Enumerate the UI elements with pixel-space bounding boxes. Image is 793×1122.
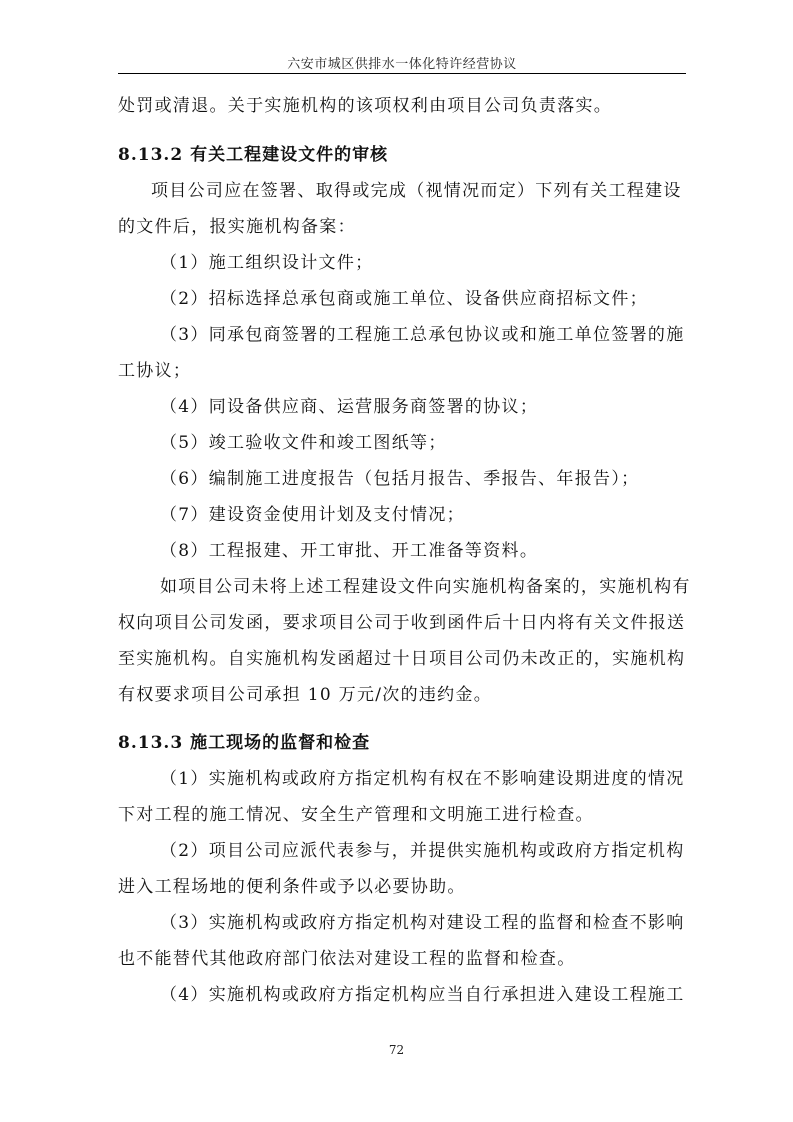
list-item: （2）招标选择总承包商或施工单位、设备供应商招标文件； bbox=[160, 289, 648, 309]
list-item-continuation: 下对工程的施工情况、安全生产管理和文明施工进行检查。 bbox=[118, 805, 594, 825]
list-item: （3）同承包商签署的工程施工总承包协议或和施工单位签署的施 bbox=[160, 325, 685, 345]
list-item: （6）编制施工进度报告（包括月报告、季报告、年报告）； bbox=[160, 469, 640, 489]
paragraph-line: 处罚或清退。关于实施机构的该项权利由项目公司负责落实。 bbox=[118, 96, 613, 116]
list-item: （2）项目公司应派代表参与，并提供实施机构或政府方指定机构 bbox=[160, 841, 685, 861]
paragraph-line: 项目公司应在签署、取得或完成（视情况而定）下列有关工程建设 bbox=[151, 181, 682, 201]
list-item-continuation: 进入工程场地的便利条件或予以必要协助。 bbox=[118, 877, 466, 897]
paragraph-line: 有权要求项目公司承担 10 万元/次的违约金。 bbox=[118, 685, 493, 705]
list-item-continuation: 工协议； bbox=[118, 361, 192, 381]
paragraph-line: 的文件后，报实施机构备案： bbox=[118, 217, 356, 237]
paragraph-line: 权向项目公司发函，要求项目公司于收到函件后十日内将有关文件报送 bbox=[118, 613, 686, 633]
list-item: （1）施工组织设计文件； bbox=[160, 253, 374, 273]
list-item: （5）竣工验收文件和竣工图纸等； bbox=[160, 433, 447, 453]
page-number: 72 bbox=[388, 1043, 405, 1057]
section-heading-8-13-3: 8.13.3 施工现场的监督和检查 bbox=[118, 733, 371, 753]
list-item: （4）实施机构或政府方指定机构应当自行承担进入建设工程施工 bbox=[160, 985, 685, 1005]
list-item: （1）实施机构或政府方指定机构有权在不影响建设期进度的情况 bbox=[160, 769, 685, 789]
list-item: （8）工程报建、开工审批、开工准备等资料。 bbox=[160, 541, 539, 561]
paragraph-line: 至实施机构。自实施机构发函超过十日项目公司仍未改正的，实施机构 bbox=[118, 649, 686, 669]
list-item: （3）实施机构或政府方指定机构对建设工程的监督和检查不影响 bbox=[160, 913, 685, 933]
header-divider bbox=[118, 73, 686, 74]
list-item: （4）同设备供应商、运营服务商签署的协议； bbox=[160, 397, 539, 417]
list-item-continuation: 也不能替代其他政府部门依法对建设工程的监督和检查。 bbox=[118, 949, 576, 969]
page-header-title: 六安市城区供排水一体化特许经营协议 bbox=[287, 57, 517, 72]
list-item: （7）建设资金使用计划及支付情况； bbox=[160, 505, 465, 525]
paragraph-line: 如项目公司未将上述工程建设文件向实施机构备案的，实施机构有 bbox=[160, 577, 691, 597]
section-heading-8-13-2: 8.13.2 有关工程建设文件的审核 bbox=[118, 145, 389, 165]
